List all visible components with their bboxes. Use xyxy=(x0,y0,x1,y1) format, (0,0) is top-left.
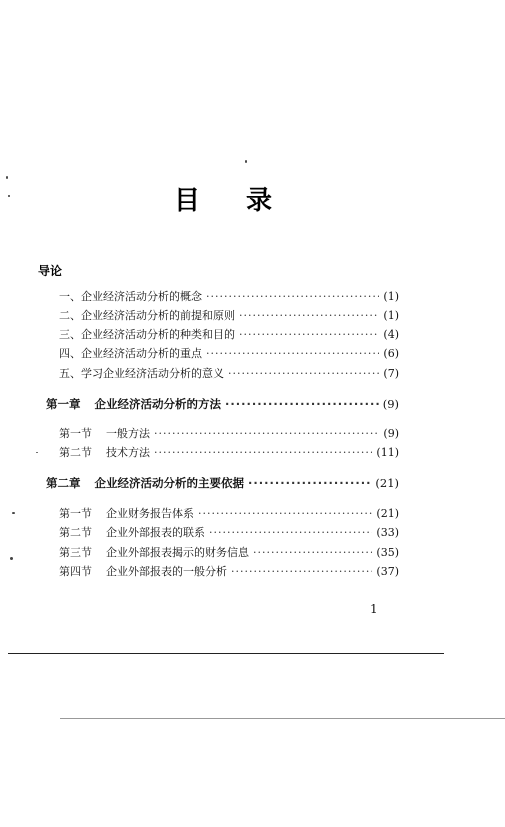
scan-speck xyxy=(6,176,8,179)
page-number: 1 xyxy=(370,602,378,616)
toc-entry[interactable] xyxy=(59,307,399,323)
section-title: 技术方法 xyxy=(106,446,150,459)
leader-dots xyxy=(239,328,379,341)
section-entry[interactable] xyxy=(59,563,399,579)
section-entry[interactable] xyxy=(59,444,399,460)
chapter-number: 第一章 xyxy=(46,397,81,411)
section-title: 一般方法 xyxy=(106,427,150,440)
section-number: 第二节 xyxy=(59,446,92,459)
toc-entry-label: 五、学习企业经济活动分析的意义 xyxy=(59,367,224,380)
leader-dots xyxy=(231,565,372,578)
toc-entry-page: (1) xyxy=(383,290,399,303)
scan-speck xyxy=(8,195,10,197)
toc-entry[interactable] xyxy=(59,345,399,361)
scan-rule xyxy=(8,653,444,654)
leader-dots xyxy=(228,367,379,380)
section-number: 第四节 xyxy=(59,565,92,578)
toc-entry-label: 四、企业经济活动分析的重点 xyxy=(59,347,202,360)
leader-dots xyxy=(206,290,379,303)
section-number: 第三节 xyxy=(59,546,92,559)
leader-dots xyxy=(154,446,372,459)
leader-dots xyxy=(206,347,379,360)
toc-entry-page: (7) xyxy=(383,367,399,380)
section-number: 第二节 xyxy=(59,526,92,539)
section-page: (35) xyxy=(376,546,399,559)
toc-entry-label: 一、企业经济活动分析的概念 xyxy=(59,290,202,303)
chapter-page: (9) xyxy=(382,397,399,411)
scan-speck xyxy=(36,452,38,453)
leader-dots xyxy=(209,526,372,539)
leader-dots xyxy=(253,546,372,559)
chapter-entry[interactable] xyxy=(46,475,399,491)
toc-entry[interactable] xyxy=(59,288,399,304)
section-number: 第一节 xyxy=(59,507,92,520)
toc-entry-page: (6) xyxy=(383,347,399,360)
section-page: (37) xyxy=(376,565,399,578)
chapter-entry[interactable] xyxy=(46,396,399,412)
toc-entry[interactable] xyxy=(59,326,399,342)
section-title: 企业外部报表的联系 xyxy=(106,526,205,539)
chapter-title: 企业经济活动分析的主要依据 xyxy=(94,476,244,490)
intro-heading: 导论 xyxy=(38,264,63,278)
chapter-page: (21) xyxy=(375,476,399,490)
toc-entry-page: (4) xyxy=(383,328,399,341)
leader-dots xyxy=(154,427,379,440)
scan-speck xyxy=(12,512,15,514)
section-page: (21) xyxy=(376,507,399,520)
title-char-1: 目 xyxy=(174,186,201,216)
scan-speck xyxy=(10,557,13,560)
section-title: 企业外部报表的一般分析 xyxy=(106,565,227,578)
section-entry[interactable] xyxy=(59,524,399,540)
leader-dots xyxy=(239,309,379,322)
section-page: (33) xyxy=(376,526,399,539)
section-title: 企业财务报告体系 xyxy=(106,507,194,520)
toc-entry[interactable] xyxy=(59,365,399,381)
section-page: (9) xyxy=(383,427,399,440)
leader-dots xyxy=(225,397,379,411)
section-title: 企业外部报表揭示的财务信息 xyxy=(106,546,249,559)
section-number: 第一节 xyxy=(59,427,92,440)
section-entry[interactable] xyxy=(59,425,399,441)
section-entry[interactable] xyxy=(59,544,399,560)
leader-dots xyxy=(198,507,372,520)
chapter-number: 第二章 xyxy=(46,476,81,490)
toc-entry-label: 二、企业经济活动分析的前提和原则 xyxy=(59,309,235,322)
toc-entry-label: 三、企业经济活动分析的种类和目的 xyxy=(59,328,235,341)
scan-rule xyxy=(60,718,505,719)
page-title xyxy=(0,180,505,220)
chapter-title: 企业经济活动分析的方法 xyxy=(94,397,221,411)
leader-dots xyxy=(248,476,371,490)
scan-speck xyxy=(245,160,247,163)
section-entry[interactable] xyxy=(59,505,399,521)
toc-entry-page: (1) xyxy=(383,309,399,322)
title-char-2: 录 xyxy=(246,186,273,216)
section-page: (11) xyxy=(376,446,399,459)
